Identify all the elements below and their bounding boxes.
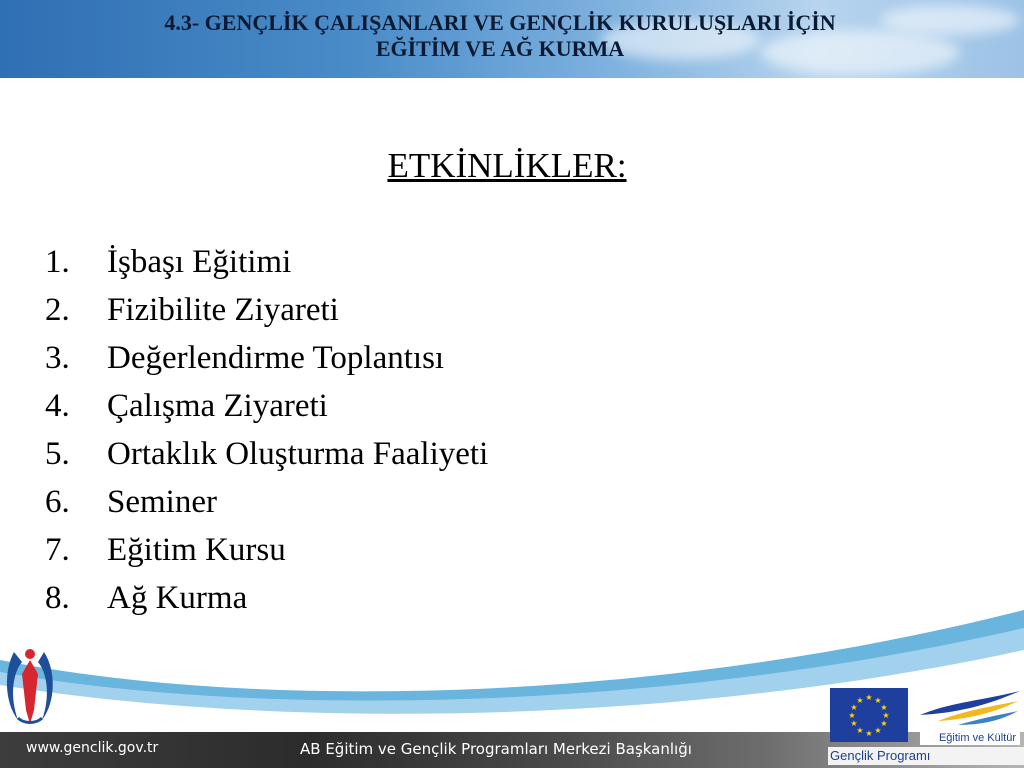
list-item [45,382,488,430]
list-item-number: 4. [45,388,70,424]
list-item [45,526,488,574]
list-item-number: 7. [45,532,70,568]
list-item-text: Fizibilite Ziyareti [107,292,339,328]
svg-text:★: ★ [848,711,856,720]
list-item-text: Ağ Kurma [107,580,248,616]
list-item-text: Seminer [107,484,217,520]
list-item-text: Eğitim Kursu [107,532,286,568]
flying-birds-icon [918,685,1022,731]
footer-url: www.genclik.gov.tr [26,740,159,756]
footer-organization: AB Eğitim ve Gençlik Programları Merkezi Başkanlığı [300,740,692,758]
egitim-kultur-label: Eğitim ve Kültür [920,731,1020,745]
list-item-number: 6. [45,484,70,520]
list-item [45,286,488,334]
list-item-text: Ortaklık Oluşturma Faaliyeti [107,436,489,472]
svg-text:★: ★ [856,696,864,705]
svg-text:★: ★ [865,729,873,738]
svg-text:★: ★ [880,703,888,712]
slide-title-line1: 4.3- GENÇLİK ÇALIŞANLARI VE GENÇLİK KURULUŞLARI İÇİN [164,10,836,35]
section-heading: ETKİNLİKLER: [387,146,627,185]
header-banner [0,0,1024,78]
svg-text:★: ★ [874,696,882,705]
list-item-number: 1. [45,244,70,280]
activity-list [45,238,488,622]
list-item [45,334,488,382]
slide-title [0,10,1000,62]
genclik-programi-label: Gençlik Programı [828,747,1024,765]
list-item-text: Çalışma Ziyareti [107,388,328,424]
svg-text:★: ★ [856,726,864,735]
list-item-number: 2. [45,292,70,328]
svg-text:★: ★ [880,719,888,728]
list-item [45,430,488,478]
list-item-number: 5. [45,436,70,472]
svg-text:★: ★ [865,693,873,702]
svg-text:★: ★ [850,703,858,712]
slide-title-line2: EĞİTİM VE AĞ KURMA [375,36,625,61]
list-item-text: İşbaşı Eğitimi [107,244,292,280]
list-item-number: 3. [45,340,70,376]
svg-text:★: ★ [874,726,882,735]
svg-text:★: ★ [882,711,890,720]
list-item [45,238,488,286]
list-item-number: 8. [45,580,70,616]
genclik-logo-icon [0,640,62,732]
svg-text:★: ★ [850,719,858,728]
eu-flag-icon [830,688,908,742]
list-item [45,478,488,526]
list-item-text: Değerlendirme Toplantısı [107,340,445,376]
